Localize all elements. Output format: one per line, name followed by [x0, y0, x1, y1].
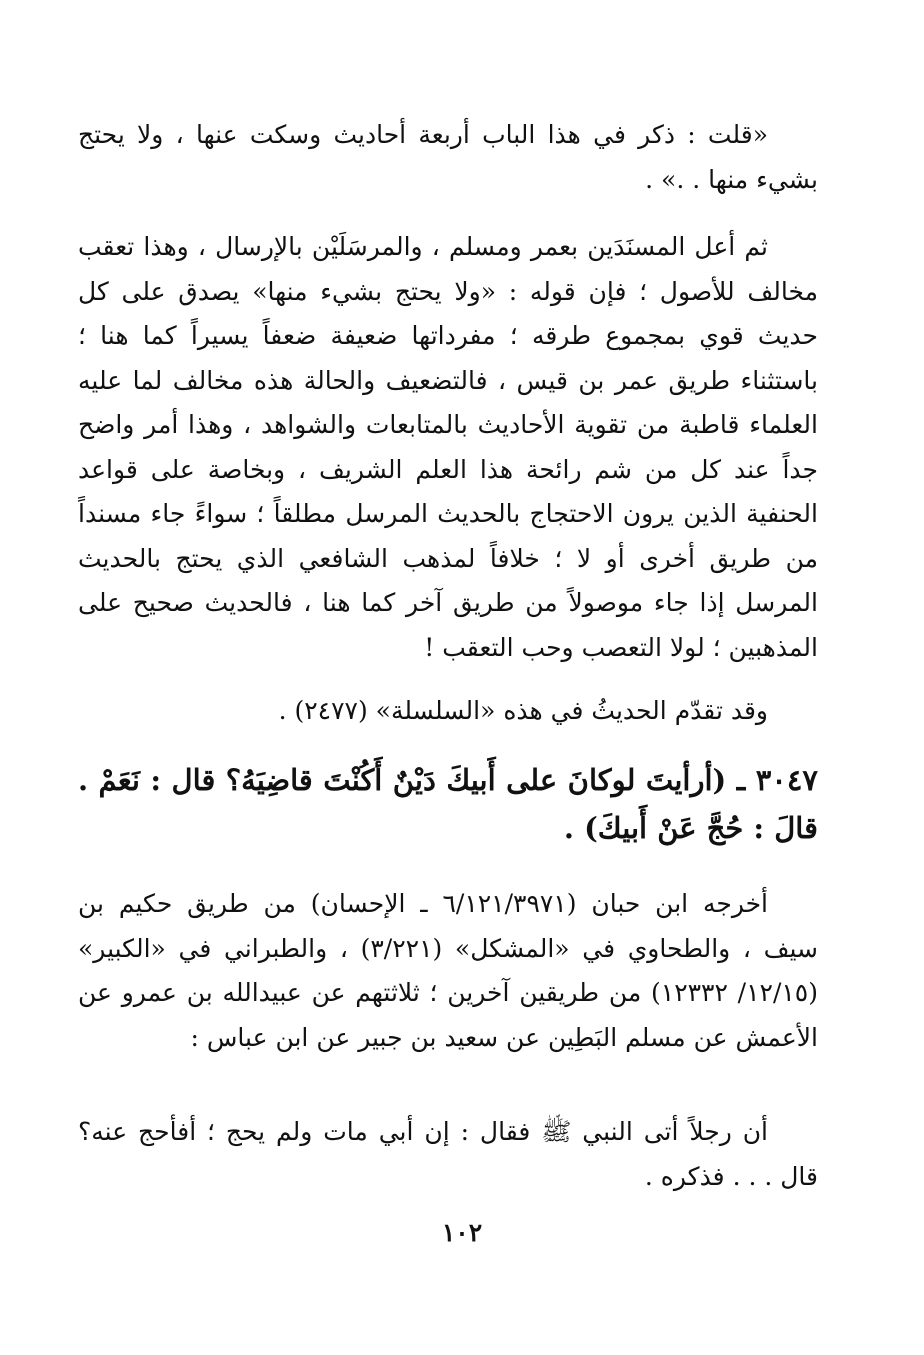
- takhrij-paragraph: أخرجه ابن حبان (٦/١٢١/٣٩٧١ ـ الإحسان) من طريق حكيم بن سيف ، والطحاوي في «المشكل» (٣/٢٢١) ، والطبراني في «الكبير» (١٢/١٥/ ١٢٣٣٢) من طريقين آخرين ؛ ثلاثتهم عن عبيدالله بن عمرو عن الأعمش عن مسلم البَطِين عن سعيد بن جبير عن ابن عباس :: [78, 889, 819, 1052]
- commentary-paragraph: ثم أعل المسنَدَين بعمر ومسلم ، والمرسَلَيْن بالإرسال ، وهذا تعقب مخالف للأصول ؛ فإن قوله : «ولا يحتج بشيء منها» يصدق على كل حديث قوي بمجموع طرقه ؛ مفرداتها ضعيفة ضعفاً يسيراً كما هنا ؛ باستثناء طريق عمر بن قيس ، فالتضعيف والحالة هذه مخالف لما عليه العلماء قاطبة من تقوية الأحاديث بالمتابعات والشواهد ، وهذا أمر واضح جداً عند كل من شم رائحة هذا العلم الشريف ، وبخاصة على قواعد الحنفية الذين يرون الاحتجاج بالحديث المرسل مطلقاً ؛ سواءً جاء مسنداً من طريق أخرى أو لا ؛ خلافاً لمذهب الشافعي الذي يحتج بالحديث المرسل إذا جاء موصولاً من طريق آخر كما هنا ، فالحديث صحيح على المذهبين ؛ لولا التعصب وحب التعقب !: [78, 232, 818, 662]
- reference-paragraph: وقد تقدّم الحديثُ في هذه «السلسلة» (٢٤٧٧) .: [278, 696, 768, 725]
- page-number: ١٠٢: [441, 1218, 483, 1247]
- hadith-heading: ٣٠٤٧ ـ (أرأيتَ لوكانَ على أَبيكَ دَيْنٌ أَكُنْتَ قاضِيَهُ؟ قال : نَعَمْ . قالَ : حُجَّ عَنْ أَبيكَ) .: [78, 763, 818, 845]
- quoted-paragraph: «قلت : ذكر في هذا الباب أربعة أحاديث وسكت عنها ، ولا يحتج بشيء منها . .» .: [78, 120, 818, 194]
- narration-paragraph: أن رجلاً أتى النبي ﷺ فقال : إن أبي مات ولم يحج ؛ أفأحج عنه؟ قال . . . فذكره .: [78, 1117, 818, 1191]
